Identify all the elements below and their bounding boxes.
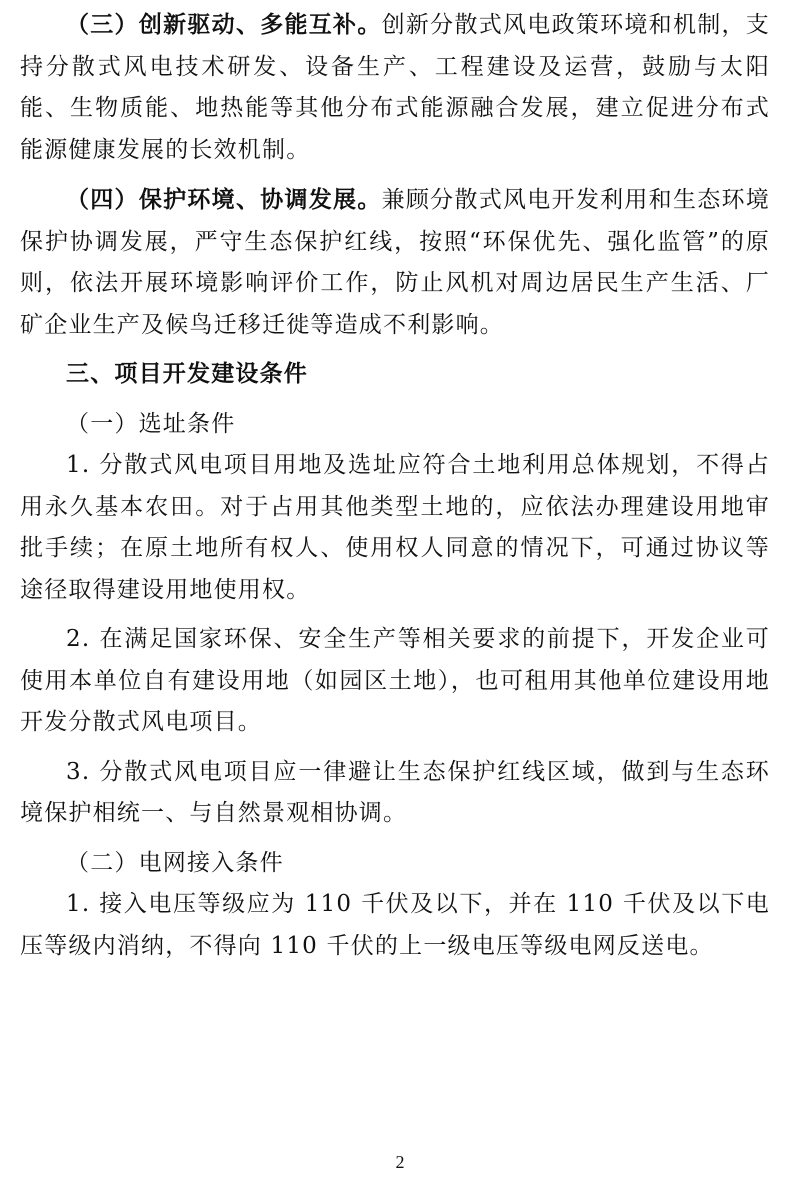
site-item-1: 1. 分散式风电项目用地及选址应符合土地利用总体规划，不得占用永久基本农田。对于占用其他类型土地的，应依法办理建设用地审批手续；在原土地所有权人、使用权人同意的情况下，可通过协议等途径取得建设用地使用权。 <box>20 452 770 603</box>
site-item-2: 2. 在满足国家环保、安全生产等相关要求的前提下，开发企业可使用本单位自有建设用地（如园区土地），也可租用其他单位建设用地开发分散式风电项目。 <box>20 626 770 735</box>
document-body <box>20 4 770 967</box>
paragraph-innovation <box>20 4 770 171</box>
subsection-heading-site: （一）选址条件 <box>66 410 236 437</box>
paragraph-environment-lead: （四）保护环境、协调发展。 <box>66 186 382 213</box>
paragraph-environment <box>20 179 770 346</box>
site-item-3: 3. 分散式风电项目应一律避让生态保护红线区域，做到与生态环境保护相统一、与自然景观相协调。 <box>20 758 770 826</box>
paragraph-innovation-lead: （三）创新驱动、多能互补。 <box>66 11 382 38</box>
subsection-heading-grid: （二）电网接入条件 <box>66 849 284 876</box>
section-heading-3: 三、项目开发建设条件 <box>66 361 308 387</box>
paragraph-environment-text: 兼顾分散式风电开发利用和生态环境保护协调发展，严守生态保护红线，按照“环保优先、强化监管”的原则，依法开展环境影响评价工作，防止风机对周边居民生产生活、厂矿企业生产及候鸟迁移迁徙等造成不利影响。 <box>20 187 770 338</box>
paragraph-innovation-text: 创新分散式风电政策环境和机制，支持分散式风电技术研发、设备生产、工程建设及运营，鼓励与太阳能、生物质能、地热能等其他分布式能源融合发展，建立促进分布式能源健康发展的长效机制。 <box>20 12 770 163</box>
grid-item-1: 1. 接入电压等级应为 110 千伏及以下，并在 110 千伏及以下电压等级内消纳，不得向 110 千伏的上一级电压等级电网反送电。 <box>20 891 770 959</box>
page-number: 2 <box>395 1152 405 1172</box>
